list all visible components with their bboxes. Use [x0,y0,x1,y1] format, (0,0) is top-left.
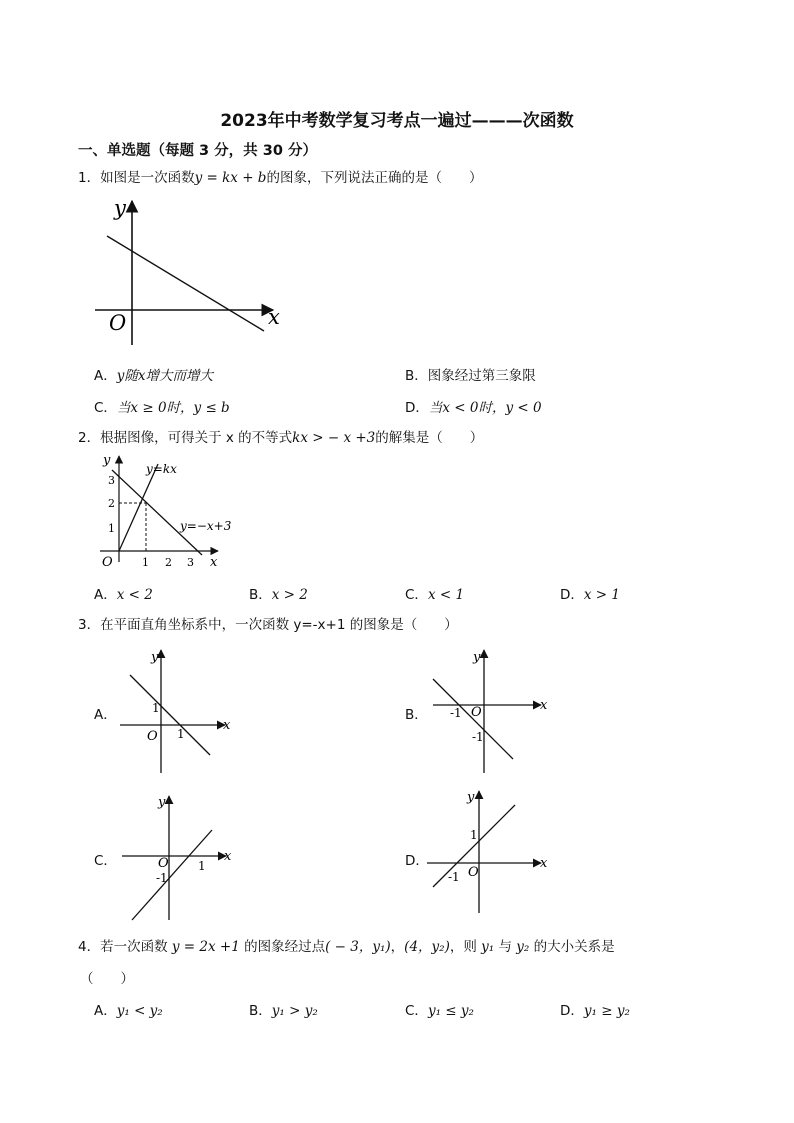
question-text: 的图象，下列说法正确的是（ ） [266,170,483,186]
y-axis-label: y [467,790,475,805]
question-text: 在平面直角坐标系中，一次函数 y=-x+1 的图象是（ ） [100,617,458,633]
question-number: 4． [78,939,101,955]
option-a-graph [115,645,240,780]
option-c[interactable]: C．y₁ ≤ y₂ [405,1003,474,1019]
intercept-label: -1 [156,871,168,885]
math-expression: y = 2x +1 [171,939,240,955]
variable-y1: y₁ [481,939,495,955]
x-tick-label: 3 [187,556,194,569]
y-axis-label: y [158,795,166,810]
intercept-label: -1 [450,706,462,720]
math-expression: y = kx + b [194,170,267,186]
y-axis-label: y [473,650,481,665]
y-axis-label: y [103,453,111,468]
question-4-stem: 4．若一次函数 y = 2x +1 的图象经过点( − 3，y₁)，(4，y₂)，则 y₁ 与 y₂ 的大小关系是 [78,939,615,955]
section-heading: 一、单选题（每题 3 分，共 30 分） [78,143,317,159]
function-line [107,236,264,331]
option-b[interactable]: B．y₁ > y₂ [249,1003,318,1019]
function-line [130,675,210,755]
variable-y2: y₂ [516,939,530,955]
option-b[interactable]: B．x > 2 [249,587,308,603]
option-d[interactable]: D． [405,853,429,869]
intercept-label: -1 [472,730,484,744]
function-line [132,830,212,920]
option-c[interactable]: C． [94,853,117,869]
question-text: 的大小关系是 [533,939,615,955]
option-b[interactable]: B．图象经过第三象限 [405,368,536,384]
x-axis-label: x [224,849,232,864]
option-d[interactable]: D．y₁ ≥ y₂ [560,1003,630,1019]
option-a[interactable]: A．y₁ < y₂ [94,1003,163,1019]
x-axis-label: x [540,856,548,871]
question-text: 根据图像，可得关于 x 的不等式 [100,430,293,446]
intercept-label: -1 [448,870,460,884]
option-a[interactable]: A．x < 2 [94,587,153,603]
point-1: ( − 3，y₁) [325,939,391,955]
line-label-kx: y=kx [146,462,177,476]
question-text: 的图象经过点 [244,939,326,955]
line-label-neg-x: y=−x+3 [180,519,232,533]
origin-label: O [102,555,113,570]
origin-label: O [147,729,158,744]
origin-label: O [468,865,479,880]
question-text: ，则 [449,939,477,955]
x-axis-label: x [210,555,218,570]
intercept-label: 1 [470,828,478,842]
line-y-neg-x-plus-3 [112,470,202,555]
y-tick-label: 1 [108,522,115,535]
question-number: 1． [78,170,101,186]
question-1-stem [78,166,482,186]
question-1-graph [90,195,290,355]
question-text: 如图是一次函数 [100,170,195,186]
option-b-graph [425,645,560,780]
question-4-paren: （ ） [80,971,134,987]
x-tick-label: 1 [142,556,149,569]
question-number: 2． [78,430,101,446]
intercept-label: 1 [177,727,185,741]
question-text: 与 [498,939,512,955]
x-axis-label: x [223,718,231,733]
question-text: 若一次函数 [100,939,168,955]
intercept-label: 1 [198,859,206,873]
question-number: 3． [78,617,101,633]
x-axis-label: x [540,698,548,713]
option-c[interactable]: C．x < 1 [405,587,465,603]
math-expression: kx > − x +3 [292,430,376,446]
option-a[interactable]: A．y随x增大而增大 [94,368,213,384]
y-tick-label: 3 [108,474,115,487]
option-d[interactable]: D．当x < 0时，y < 0 [405,400,542,416]
option-b[interactable]: B． [405,707,428,723]
y-axis-label: y [151,650,159,665]
point-2: (4，y₂) [404,939,450,955]
option-d[interactable]: D．x > 1 [560,587,621,603]
origin-label: O [109,311,127,335]
question-2-stem [78,426,483,446]
x-axis-label: x [268,305,280,329]
origin-label: O [471,705,482,720]
origin-label: O [158,856,169,871]
option-d-graph [425,785,560,920]
option-a[interactable]: A． [94,707,117,723]
question-3-stem [78,613,458,633]
question-2-graph [96,450,256,575]
page-title: 2023年中考数学复习考点一遍过———次函数 [220,111,574,131]
intercept-label: 1 [152,701,160,715]
option-c[interactable]: C．当x ≥ 0时，y ≤ b [94,400,230,416]
x-tick-label: 2 [165,556,172,569]
option-c-graph [118,790,243,925]
question-text: 的解集是（ ） [375,430,484,446]
y-tick-label: 2 [108,497,115,510]
y-axis-label: y [114,196,126,220]
